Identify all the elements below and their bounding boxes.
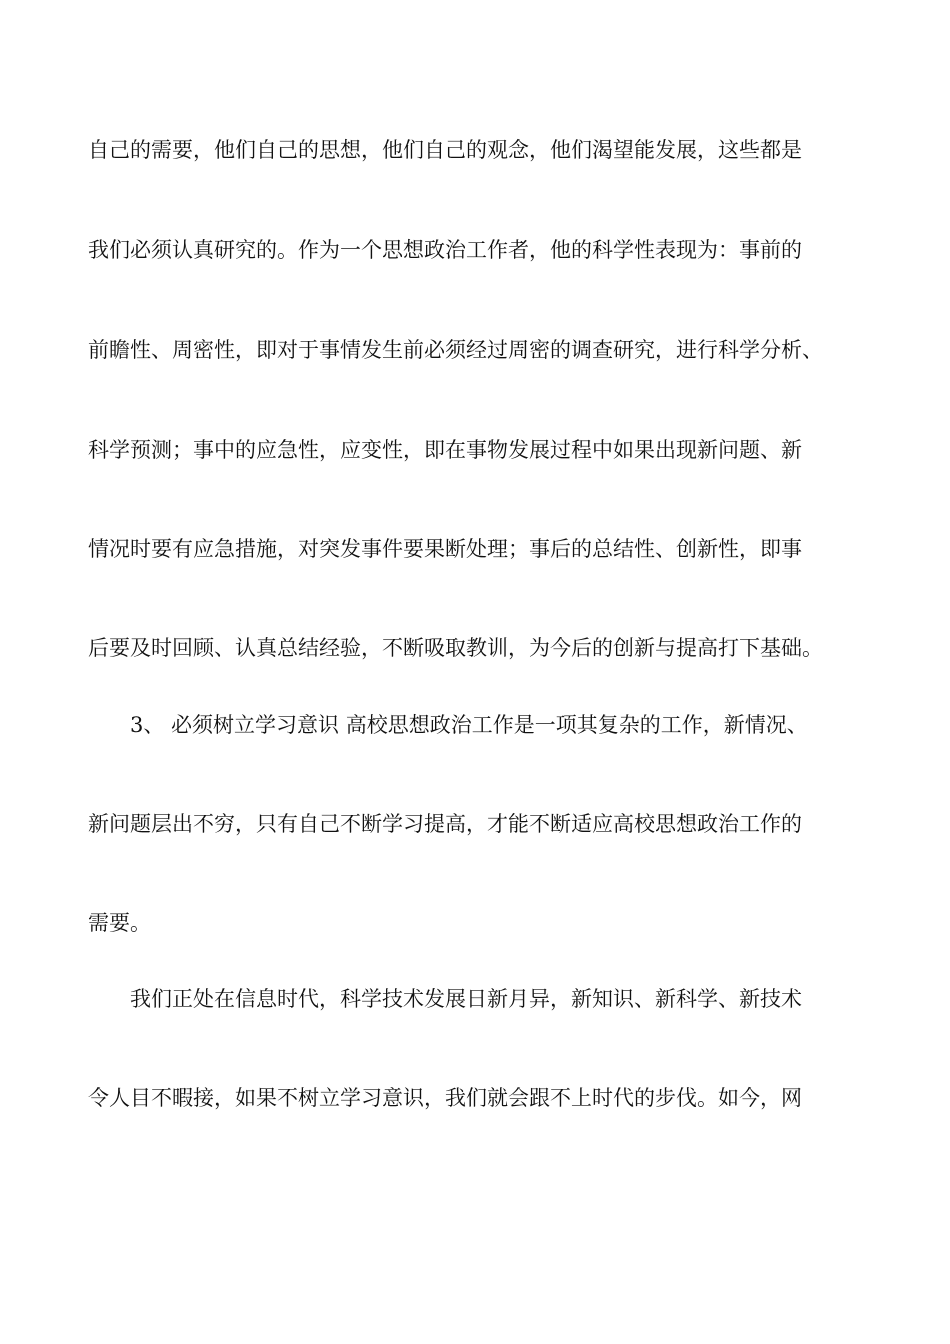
paragraph-first-line: 我们正处在信息时代，科学技术发展日新月异，新知识、新科学、新技术 xyxy=(130,987,802,1011)
body-text-line: 前瞻性、周密性，即对于事情发生前必须经过周密的调查研究，进行科学分析、 xyxy=(88,338,823,362)
body-text-line: 科学预测；事中的应急性，应变性，即在事物发展过程中如果出现新问题、新 xyxy=(88,438,802,462)
body-text-line: 需要。 xyxy=(88,911,151,935)
body-text-line: 情况时要有应急措施，对突发事件要果断处理；事后的总结性、创新性，即事 xyxy=(88,537,802,561)
section-heading-line: 3、 必须树立学习意识 高校思想政治工作是一项其复杂的工作，新情况、 xyxy=(130,713,808,737)
body-text-line: 令人目不暇接，如果不树立学习意识，我们就会跟不上时代的步伐。如今，网 xyxy=(88,1086,802,1110)
body-text-line: 自己的需要，他们自己的思想，他们自己的观念，他们渴望能发展，这些都是 xyxy=(88,138,802,162)
body-text-line: 后要及时回顾、认真总结经验，不断吸取教训，为今后的创新与提高打下基础。 xyxy=(88,636,823,660)
body-text-line: 新问题层出不穷，只有自己不断学习提高，才能不断适应高校思想政治工作的 xyxy=(88,812,802,836)
body-text-line: 我们必须认真研究的。作为一个思想政治工作者，他的科学性表现为：事前的 xyxy=(88,238,802,262)
